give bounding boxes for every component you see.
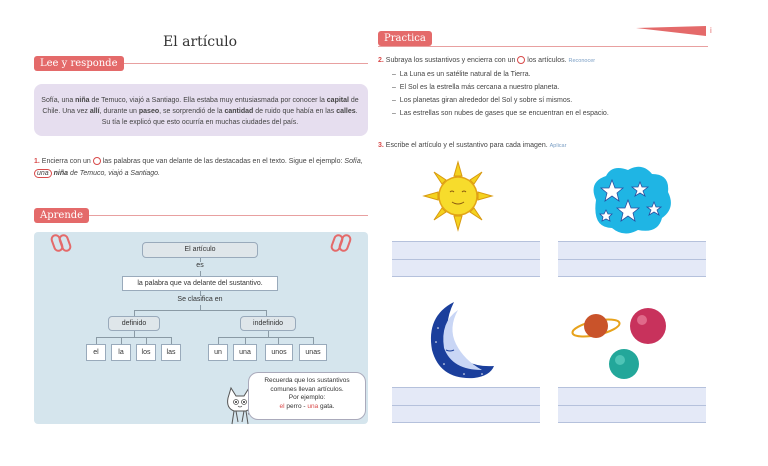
practica-tag: Practica bbox=[378, 31, 432, 46]
circle-icon bbox=[517, 56, 525, 64]
diagram-es: es bbox=[196, 262, 204, 269]
question-number: 2. bbox=[378, 57, 384, 64]
connector bbox=[218, 337, 219, 344]
circle-icon bbox=[93, 157, 101, 165]
example-circled-article: una bbox=[34, 169, 52, 178]
question-number: 1. bbox=[34, 158, 40, 165]
question-2: 2. Subraya los sustantivos y encierra con un los artículos. Reconocer bbox=[378, 57, 596, 64]
list-item: – Los planetas giran alrededor del Sol y sobre sí mismos. bbox=[392, 97, 573, 104]
speech-example: el perro - una gata. bbox=[279, 402, 335, 410]
connector bbox=[134, 310, 266, 311]
sentence-list bbox=[392, 68, 712, 120]
question-1: 1. Encierra con un las palabras que van delante de las destacadas en el texto. Sigue el ejemplo: Sofía, una niña de Temuco, viajó a Santiago. bbox=[34, 158, 363, 177]
aprende-tag: Aprende bbox=[34, 208, 89, 223]
indefinido-box: indefinido bbox=[240, 316, 296, 331]
answer-box-4[interactable] bbox=[558, 387, 706, 423]
page-title: El artículo bbox=[162, 34, 238, 50]
connector bbox=[171, 337, 172, 344]
section-divider bbox=[378, 46, 708, 47]
article-el: el bbox=[86, 344, 106, 361]
question-number: 3. bbox=[378, 142, 384, 149]
speech-line: Por ejemplo: bbox=[288, 394, 326, 401]
moon-icon bbox=[424, 298, 496, 384]
article-unas: unas bbox=[299, 344, 327, 361]
article-los: los bbox=[136, 344, 156, 361]
article-las: las bbox=[161, 344, 181, 361]
definido-box: definido bbox=[108, 316, 160, 331]
diagram-title: El artículo bbox=[142, 242, 258, 258]
corner-ribbon bbox=[636, 26, 706, 36]
connector bbox=[245, 337, 246, 344]
connector bbox=[278, 337, 279, 344]
page-marker: i bbox=[710, 26, 712, 35]
diagram-clasifica: Se clasifica en bbox=[177, 296, 223, 303]
connector bbox=[121, 337, 122, 344]
article-una: una bbox=[233, 344, 257, 361]
list-item: – La Luna es un satélite natural de la Tierra. bbox=[392, 71, 531, 78]
connector bbox=[96, 337, 97, 344]
article-un: un bbox=[208, 344, 228, 361]
list-item: – El Sol es la estrella más cercana a nuestro planeta. bbox=[392, 84, 560, 91]
sun-icon bbox=[422, 160, 494, 232]
connector bbox=[146, 337, 147, 344]
question-3: 3. Escribe el artículo y el sustantivo para cada imagen. Aplicar bbox=[378, 142, 567, 149]
answer-box-3[interactable] bbox=[392, 387, 540, 423]
answer-box-1[interactable] bbox=[392, 241, 540, 277]
speech-bubble bbox=[248, 372, 366, 420]
article-la: la bbox=[111, 344, 131, 361]
article-unos: unos bbox=[265, 344, 293, 361]
skill-label: Aplicar bbox=[549, 143, 567, 149]
lee-y-responde-tag: Lee y responde bbox=[34, 56, 124, 71]
connector bbox=[96, 337, 172, 338]
speech-line: comunes llevan artículos. bbox=[270, 385, 344, 393]
planets-icon bbox=[570, 302, 670, 386]
connector bbox=[313, 337, 314, 344]
speech-line: Recuerda que los sustantivos bbox=[264, 377, 350, 384]
reading-text: Sofía, una niña de Temuco, viajó a Santiago. Ella estaba muy entusiasmada por conocer la capital de Chile. Una vez allí, durante un paseo, se sorprendió de la cantidad de ruido que había en las calles. Su tía le explicó que esto ocurría en muchas ciudades del país. bbox=[41, 97, 359, 126]
answer-box-2[interactable] bbox=[558, 241, 706, 277]
skill-label: Reconocer bbox=[568, 58, 596, 64]
stars-icon bbox=[588, 162, 674, 236]
connector bbox=[218, 337, 314, 338]
list-item: – Las estrellas son nubes de gases que se encuentran en el espacio. bbox=[392, 110, 609, 117]
diagram-definition: la palabra que va delante del sustantivo. bbox=[122, 276, 278, 291]
